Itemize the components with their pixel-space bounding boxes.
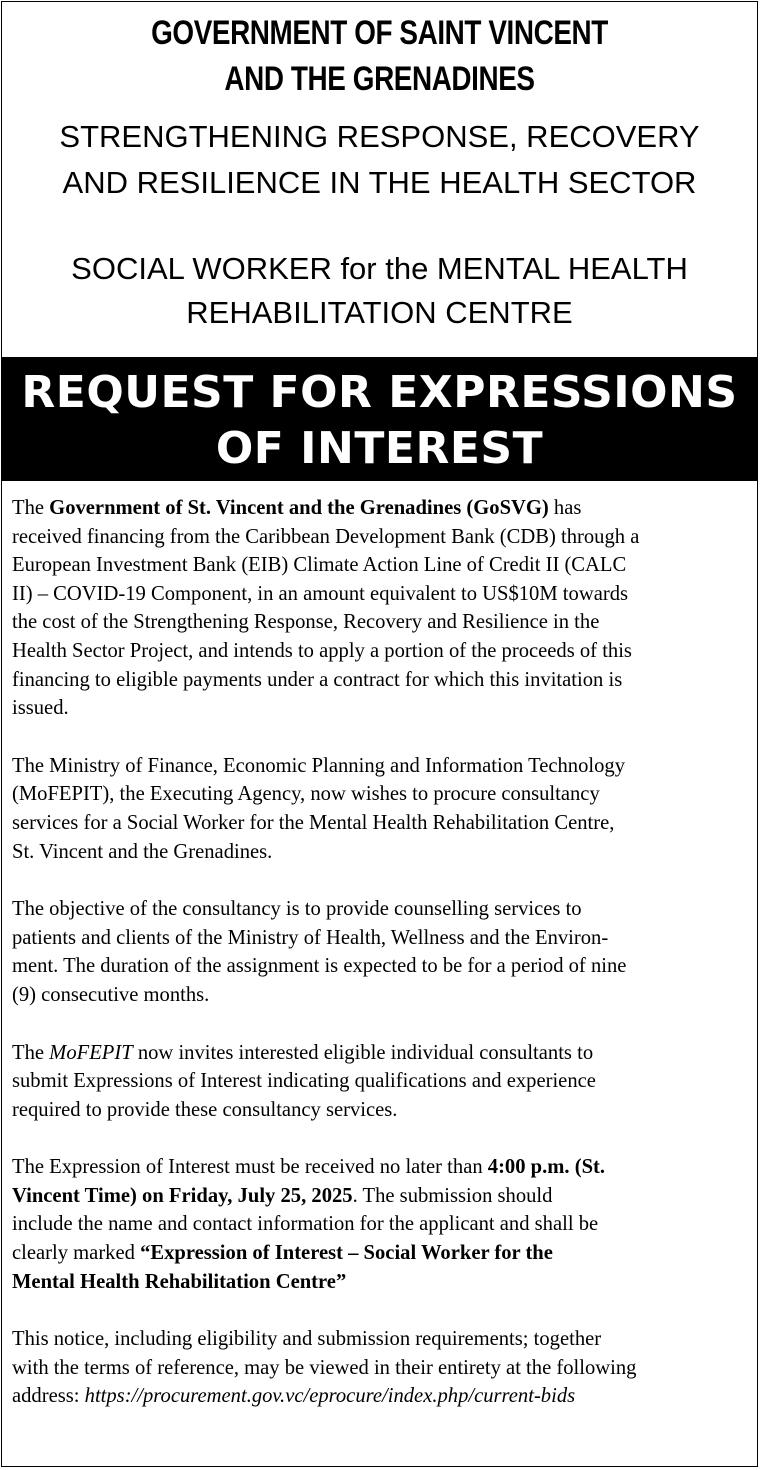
p4-line1-end: now invites interested eligible individual consultants to: [132, 1041, 594, 1064]
deadline-time: 4:00 p.m. (St.: [487, 1156, 606, 1179]
submission-marking-1: “Expression of Interest – Social Worker for the: [140, 1242, 553, 1265]
p5-intro: The Expression of Interest must be received no later than: [12, 1156, 488, 1179]
government-title: [70, 10, 689, 102]
p1-line5: the cost of the Strengthening Response, Recovery and Resilience in the: [12, 611, 600, 634]
notice-body: [12, 494, 754, 1440]
p1-line7: financing to eligible payments under a contract for which this invitation is: [12, 668, 623, 691]
p3-line2: patients and clients of the Ministry of Health, Wellness and the Environ-: [12, 926, 609, 949]
government-title-line1: GOVERNMENT OF SAINT VINCENT: [151, 14, 608, 52]
p2-line1: The Ministry of Finance, Economic Planning and Information Technology: [12, 754, 626, 777]
project-title-line1: STRENGTHENING RESPONSE, RECOVERY: [59, 119, 700, 154]
project-title-line2: AND RESILIENCE IN THE HEALTH SECTOR: [62, 165, 697, 200]
request-banner: [2, 357, 757, 481]
paragraph-ministry: [12, 752, 754, 866]
paragraph-objective: [12, 895, 754, 1009]
government-title-line2: AND THE GRENADINES: [224, 60, 535, 98]
p1-line4: II) – COVID-19 Component, in an amount equivalent to US$10M towards: [12, 582, 629, 605]
p1-line6: Health Sector Project, and intends to apply a portion of the proceeds of this: [12, 639, 632, 662]
position-title-line2: REHABILITATION CENTRE: [186, 295, 573, 330]
p5-line2-end: . The submission should: [352, 1184, 553, 1207]
p3-line1: The objective of the consultancy is to provide counselling services to: [12, 898, 582, 921]
p6-line1: This notice, including eligibility and submission requirements; together: [12, 1328, 602, 1351]
p4-line3: required to provide these consultancy services.: [12, 1098, 398, 1121]
paragraph-financing: [12, 494, 754, 723]
p4-intro: The: [12, 1041, 50, 1064]
p3-line3: ment. The duration of the assignment is expected to be for a period of nine: [12, 955, 627, 978]
banner-line1: REQUEST FOR EXPRESSIONS: [21, 367, 738, 418]
p2-line3: services for a Social Worker for the Mental Health Rehabilitation Centre,: [12, 811, 615, 834]
p2-line4: St. Vincent and the Grenadines.: [12, 840, 273, 863]
paragraph-notice-url: [12, 1325, 754, 1411]
gosvg-name: Government of St. Vincent and the Grenadines (GoSVG): [49, 497, 549, 519]
p1-line8: issued.: [12, 697, 69, 720]
p5-line3: include the name and contact information for the applicant and shall be: [12, 1213, 599, 1236]
notice-frame: [1, 1, 758, 1467]
banner-line2: OF INTEREST: [215, 423, 544, 474]
p4-line2: submit Expressions of Interest indicating qualifications and experience: [12, 1070, 596, 1093]
paragraph-deadline: [12, 1153, 754, 1296]
p6-line2: with the terms of reference, may be viewed in their entirety at the following: [12, 1356, 637, 1379]
p1-intro: The: [12, 497, 50, 519]
p3-line4: (9) consecutive months.: [12, 983, 210, 1006]
p2-line2: (MoFEPIT), the Executing Agency, now wishes to procure consultancy: [12, 783, 600, 806]
project-title: [2, 114, 757, 206]
p1-line2: received financing from the Caribbean Development Bank (CDB) through a: [12, 525, 640, 548]
mofepit-italic: MoFEPIT: [49, 1041, 133, 1064]
p1-line1-end: has: [548, 497, 582, 519]
p5-line4-start: clearly marked: [12, 1242, 141, 1265]
p6-address-label: address:: [12, 1385, 85, 1408]
position-title-line1: SOCIAL WORKER for the MENTAL HEALTH: [71, 251, 688, 286]
p1-line3: European Investment Bank (EIB) Climate Action Line of Credit II (CALC: [12, 554, 627, 577]
position-title: [2, 247, 757, 335]
notice-header: [2, 2, 757, 357]
deadline-date: Vincent Time) on Friday, July 25, 2025: [12, 1184, 353, 1207]
procurement-url: https://procurement.gov.vc/eprocure/index.php/current-bids: [84, 1385, 576, 1408]
paragraph-invitation: [12, 1039, 754, 1125]
submission-marking-2: Mental Health Rehabilitation Centre”: [12, 1270, 347, 1293]
